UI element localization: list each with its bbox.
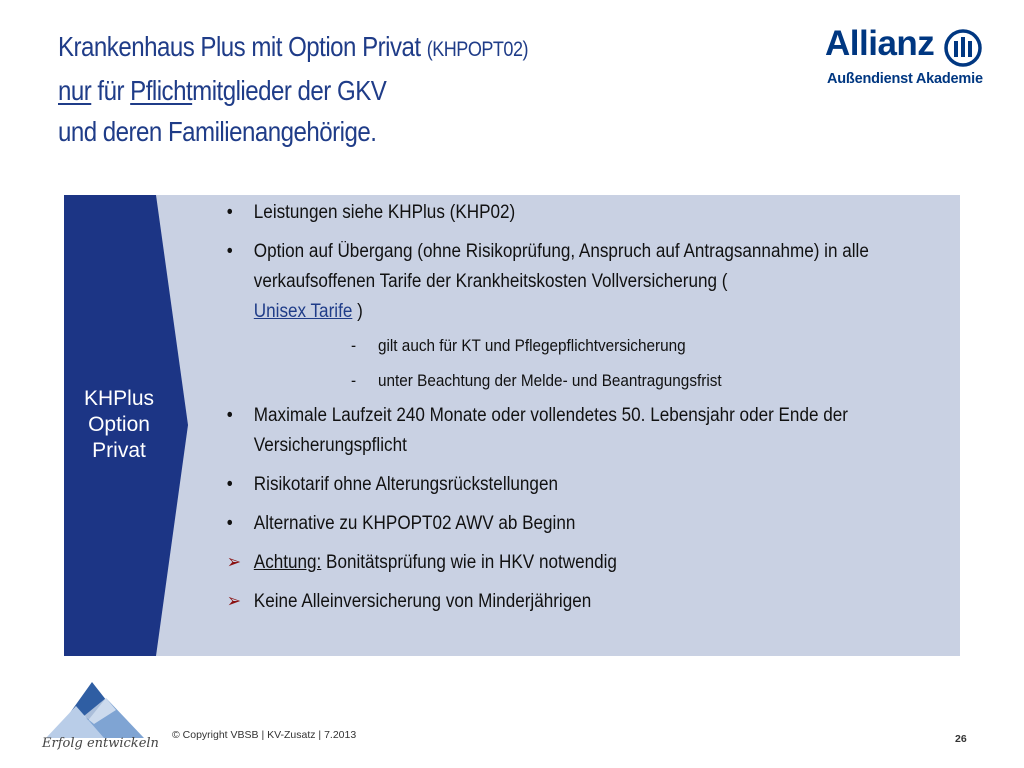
- unisex-tarife-link[interactable]: Unisex Tarife: [253, 301, 353, 322]
- title-fuer: für: [91, 75, 131, 106]
- arrow-icon: ➢: [226, 552, 242, 573]
- item-text-end: ): [352, 301, 363, 322]
- list-item: [225, 548, 974, 578]
- item-text: Alternative zu KHPOPT02 AWV ab Beginn: [253, 513, 576, 534]
- title-line-1: [58, 26, 677, 70]
- logo-subtitle: Außendienst Akademie: [827, 71, 983, 87]
- title-code: (KHPOPT02): [426, 38, 528, 61]
- list-item: [225, 509, 974, 539]
- page-title: [58, 26, 677, 152]
- page-number: 26: [955, 733, 967, 745]
- allianz-logo: [823, 26, 983, 96]
- item-text: gilt auch für KT und Pflegepflichtversicherung: [378, 336, 686, 355]
- title-pflicht: Pflicht: [130, 75, 193, 106]
- bullet-icon: •: [226, 474, 233, 495]
- side-label-line-2: Option: [88, 413, 150, 436]
- list-item: [225, 401, 974, 461]
- list-item: [225, 198, 974, 228]
- arrow-icon: ➢: [226, 591, 242, 612]
- sub-list-item: [225, 366, 1024, 396]
- footer-script: Erfolg entwickeln: [42, 736, 159, 751]
- dash-icon: -: [351, 371, 357, 390]
- title-rest: mitglieder der GKV: [192, 75, 387, 106]
- title-line-2: [58, 70, 677, 111]
- footer-copyright: © Copyright VBSB | KV-Zusatz | 7.2013: [172, 729, 357, 741]
- bullet-icon: •: [226, 202, 233, 223]
- side-label-line-1: KHPlus: [83, 387, 155, 410]
- item-text: Leistungen siehe KHPlus (KHP02): [253, 202, 516, 223]
- dash-icon: -: [351, 336, 357, 355]
- side-label: [64, 386, 174, 464]
- achtung-label: Achtung:: [253, 552, 322, 573]
- title-main: Krankenhaus Plus mit Option Privat: [58, 31, 421, 62]
- list-item: [225, 237, 974, 327]
- title-nur: nur: [58, 75, 92, 106]
- list-item: [225, 587, 974, 617]
- item-text: unter Beachtung der Melde- und Beantragungsfrist: [378, 371, 722, 390]
- bullet-list: [225, 196, 955, 626]
- logo-word: Allianz: [825, 24, 935, 63]
- bullet-icon: •: [226, 405, 233, 426]
- item-text: Bonitätsprüfung wie in HKV notwendig: [321, 552, 617, 573]
- item-text: Option auf Übergang (ohne Risikoprüfung, Anspruch auf Antragsannahme) in alle verkaufsoffenen Tarife der Krankheitskosten Vollversicherung (: [253, 241, 869, 292]
- side-label-line-3: Privat: [92, 439, 146, 462]
- title-line-3: und deren Familienangehörige.: [58, 116, 377, 147]
- bullet-icon: •: [226, 241, 233, 262]
- item-text: Maximale Laufzeit 240 Monate oder vollendetes 50. Lebensjahr oder Ende der Versicherungspflicht: [253, 405, 848, 456]
- bullet-icon: •: [226, 513, 233, 534]
- item-text: Keine Alleinversicherung von Minderjährigen: [253, 591, 592, 612]
- item-text: Risikotarif ohne Alterungsrückstellungen: [253, 474, 558, 495]
- allianz-eagle-icon: [943, 28, 983, 68]
- list-item: [225, 470, 974, 500]
- sub-list-item: [225, 331, 1024, 361]
